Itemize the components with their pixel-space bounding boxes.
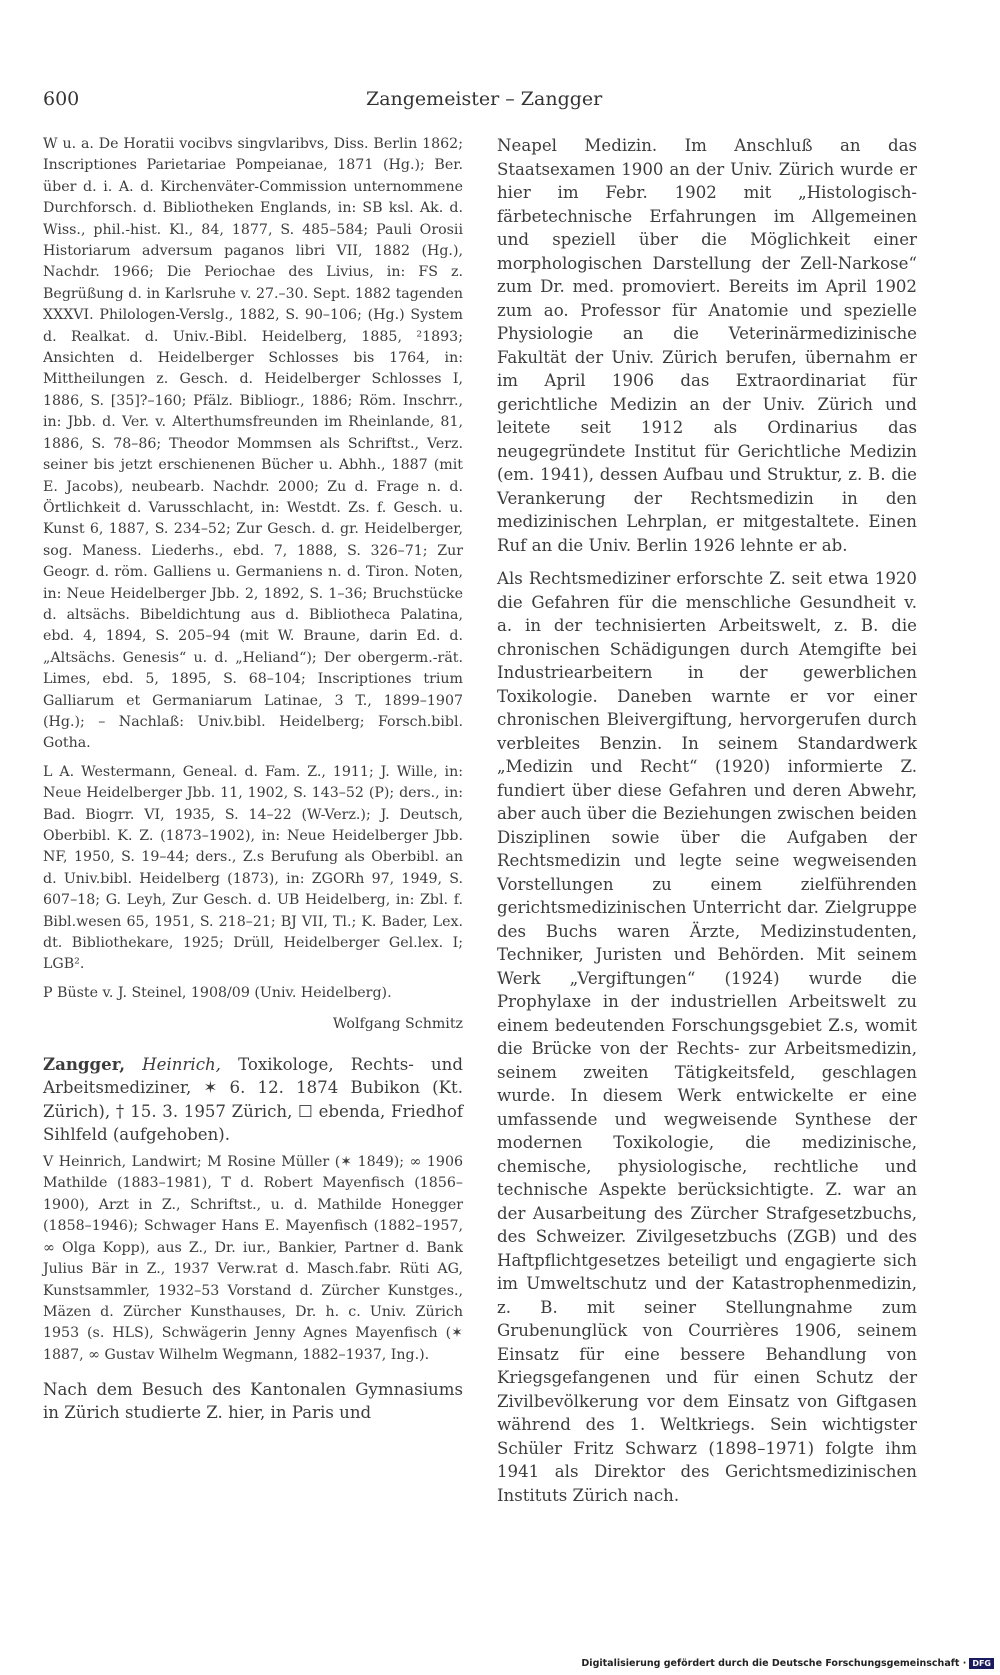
- digitization-footer: [581, 1658, 994, 1669]
- running-title: Zangemeister – Zangger: [366, 88, 603, 110]
- entry-heading: [43, 1053, 463, 1146]
- literature-paragraph: L A. Westermann, Geneal. d. Fam. Z., 1911; J. Wille, in: Neue Heidelberger Jbb. 11, 1902, S. 143–52 (P); ders., in: Bad. Biogrr. VI, 1935, S. 14–22 (W-Verz.); J. Deutsch, Oberbibl. K. Z. (1873–1902), in: Neue Heidelberger Jbb. NF, 1950, S. 19–44; ders., Z.s Berufung als Oberbibl. an d. Univ.bibl. Heidelberg (1873), in: ZGORh 97, 1949, S. 607–18; G. Leyh, Zur Gesch. d. UB Heidelberg, in: Zbl. f. Bibl.wesen 65, 1951, S. 218–21; BJ VII, Tl.; K. Bader, Lex. dt. Bibliothekare, 1925; Drüll, Heidelberger Gel.lex. I; LGB².: [43, 763, 463, 973]
- dfg-logo-icon: DFG: [969, 1658, 994, 1669]
- footer-text: Digitalisierung gefördert durch die Deutsche Forschungsgemeinschaft ·: [581, 1658, 967, 1669]
- author-signature: Wolfgang Schmitz: [332, 1016, 463, 1033]
- right-column: [497, 134, 917, 1507]
- biography-paragraph-2: Als Rechtsmediziner erforschte Z. seit etwa 1920 die Gefahren für die menschliche Gesundheit v. a. in der technisierten Arbeitswelt, z. B. die chronischen Schädigungen durch Atemgifte bei Industriearbeitern in der gewerblichen Toxikologie. Daneben warnte er vor einer chronischen Bleivergiftung, hervorgerufen durch verbleites Benzin. In seinem Standardwerk „Medizin und Recht“ (1920) informierte Z. fundiert über diese Gefahren und deren Abwehr, aber auch über die Beziehungen zwischen beiden Disziplinen sowie über die Aufgaben der Rechtsmedizin und legte seine wegweisenden Vorstellungen zu einem zielführenden gerichtsmedizinischen Unterricht dar. Zielgruppe des Buchs waren Ärzte, Medizinstudenten, Techniker, Juristen und Behörden. Mit seinem Werk „Vergiftungen“ (1924) wurde die Prophylaxe in der industriellen Arbeitswelt zu einem bedeutenden Forschungsgebiet Z.s, womit die Brücke von der Rechts- zur Arbeitsmedizin, seinem zweiten Tätigkeitsfeld, geschlagen wurde. In diesem Werk entwickelte er eine umfassende und wegweisende Synthese der modernen Toxikologie, die medizinische, chemische, physiologische, rechtliche und technische Aspekte berücksichtigte. Z. war an der Ausarbeitung des Zürcher Strafgesetzbuchs, des Schweizer. Zivilgesetzbuchs (ZGB) und des Haftpflichtgesetzes beteiligt und engagierte sich im Umweltschutz und der Katastrophenmedizin, z. B. mit seiner Stellungnahme zum Grubenunglück von Courrières 1906, seinem Einsatz für eine bessere Behandlung von Kriegsgefangenen und für einen Schutz der Zivilbevölkerung vor dem Einsatz von Giftgasen während des 1. Weltkriegs. Sein wichtigster Schüler Fritz Schwarz (1898–1971) folgte ihm 1941 als Direktor des Gerichtsmedizinischen Instituts Zürich nach.: [497, 569, 917, 1505]
- entry-surname: Zangger,: [43, 1054, 126, 1075]
- biography-paragraph-1: Neapel Medizin. Im Anschluß an das Staatsexamen 1900 an der Univ. Zürich wurde er hier im Febr. 1902 mit „Histologisch-färbetechnische Erfahrungen im Allgemeinen und speziell über die Möglichkeit einer morphologischen Darstellung der Zell-Narkose“ zum Dr. med. promoviert. Bereits im April 1902 zum ao. Professor für Anatomie und spezielle Physiologie an die Veterinärmedizinische Fakultät der Univ. Zürich berufen, übernahm er im April 1906 das Extraordinariat für gerichtliche Medizin an der Univ. Zürich und leitete seit 1912 als Ordinarius das neugegründete Institut für Gerichtliche Medizin (em. 1941), dessen Aufbau und Struktur, z. B. die Verankerung der Rechtsmedizin in den medizinischen Lehrplan, er mitgestaltete. Einen Ruf an die Univ. Berlin 1926 lehnte er ab.: [497, 136, 917, 555]
- biography-start: Nach dem Besuch des Kantonalen Gymnasiums in Zürich studierte Z. hier, in Paris und: [43, 1380, 463, 1423]
- entry-details: Toxikologe, Rechts- und Arbeitsmediziner, ✶ 6. 12. 1874 Bubikon (Kt. Zürich), † 15. 3. 1957 Zürich, ☐ ebenda, Friedhof Sihlfeld (aufgehoben).: [43, 1055, 463, 1144]
- portrait-paragraph: P Büste v. J. Steinel, 1908/09 (Univ. Heidelberg).: [43, 984, 392, 1001]
- family-paragraph: V Heinrich, Landwirt; M Rosine Müller (✶ 1849); ∞ 1906 Mathilde (1883–1981), T d. Robert Mayenfisch (1856–1900), Arzt in Z., Schriftst., u. d. Mathilde Honegger (1858–1946); Schwager Hans E. Mayenfisch (1882–1957, ∞ Olga Kopp), aus Z., Dr. iur., Bankier, Partner d. Bank Julius Bär in Z., 1937 Verw.rat d. Masch.fabr. Rüti AG, Kunstsammler, 1932–53 Vorstand d. Zürcher Kunstges., Mäzen d. Zürcher Kunsthauses, Dr. h. c. Univ. Zürich 1953 (s. HLS), Schwägerin Jenny Agnes Mayenfisch (✶ 1887, ∞ Gustav Wilhelm Wegmann, 1882–1937, Ing.).: [43, 1154, 463, 1363]
- left-column: [43, 134, 463, 1425]
- page-number: 600: [43, 88, 80, 110]
- entry-given-name: Heinrich,: [142, 1055, 221, 1075]
- works-paragraph: W u. a. De Horatii vocibvs singvlaribvs, Diss. Berlin 1862; Inscriptiones Parietariae Pompeianae, 1871 (Hg.); Ber. über d. i. A. d. Kirchenväter-Commission unternommene Durchforsch. d. Bibliotheken Englands, in: SB ksl. Ak. d. Wiss., phil.-hist. Kl., 84, 1877, S. 485–584; Pauli Orosii Historiarum adversum paganos libri VII, 1882 (Hg.), Nachdr. 1966; Die Periochae des Livius, in: FS z. Begrüßung d. in Karlsruhe v. 27.–30. Sept. 1882 tagenden XXXVI. Philologen-Verslg., 1882, S. 90–106; (Hg.) System d. Realkat. d. Univ.-Bibl. Heidelberg, 1885, ²1893; Ansichten d. Heidelberger Schlosses bis 1764, in: Mittheilungen z. Gesch. d. Heidelberger Schlosses I, 1886, S. [35]?–160; Pfälz. Bibliogr., 1886; Röm. Inschrr., in: Jbb. d. Ver. v. Alterthumsfreunden im Rheinlande, 81, 1886, S. 78–86; Theodor Mommsen als Schriftst., Verz. seiner bis jetzt erschienenen Bücher u. Abhh., 1887 (mit E. Jacobs), neubearb. Nachdr. 2000; Zu d. Frage n. d. Örtlichkeit d. Varusschlacht, in: Westdt. Zs. f. Gesch. u. Kunst 6, 1887, S. 234–52; Zur Gesch. d. gr. Heidelberger, sog. Maness. Liederhs., ebd. 7, 1888, S. 326–71; Zur Geogr. d. röm. Galliens u. Germaniens n. d. Tiron. Noten, in: Neue Heidelberger Jbb. 2, 1892, S. 1–36; Bruchstücke d. altsächs. Bibeldichtung aus d. Bibliotheca Palatina, ebd. 4, 1894, S. 205–94 (mit W. Braune, darin Ed. d. „Altsächs. Genesis“ u. d. „Heliand“); Der obergerm.-rät. Limes, ebd. 5, 1895, S. 68–104; Inscriptiones trium Galliarum et Germaniarum Latinae, 3 T., 1899–1907 (Hg.); – Nachlaß: Univ.bibl. Heidelberg; Forsch.bibl. Gotha.: [43, 136, 463, 752]
